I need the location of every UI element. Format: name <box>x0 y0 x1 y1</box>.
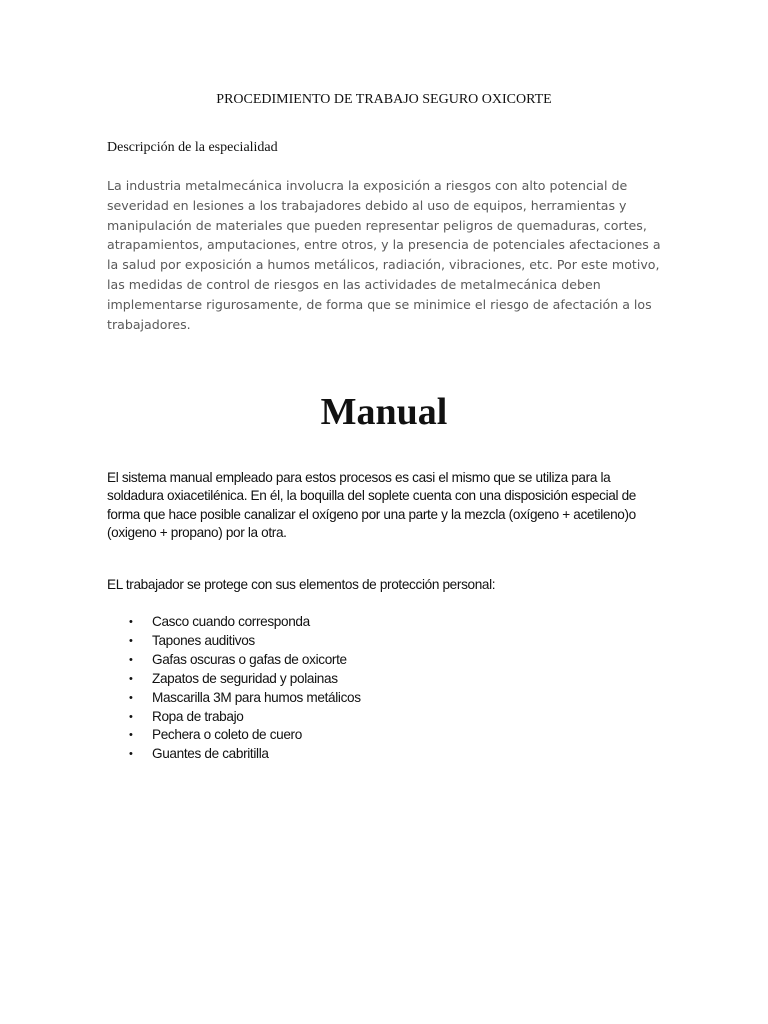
bullet-icon: • <box>129 616 133 628</box>
list-item-label: Mascarilla 3M para humos metálicos <box>152 689 361 705</box>
list-item-label: Tapones auditivos <box>152 632 255 648</box>
ppe-intro-text: EL trabajador se protege con sus elementos de protección personal: <box>107 577 496 592</box>
list-item-label: Pechera o coleto de cuero <box>152 727 302 743</box>
list-item-label: Casco cuando corresponda <box>152 614 310 629</box>
bullet-icon: • <box>129 672 133 685</box>
list-item-label: Guantes de cabritilla <box>152 746 269 762</box>
bullet-icon: • <box>129 710 133 723</box>
manual-paragraph: El sistema manual empleado para estos procesos es casi el mismo que se utiliza para la soldadura oxiacetilénica. En él, la boquilla del soplete cuenta con una disposición especial de forma que hace posible canalizar el oxígeno por una parte y la mezcla (oxígeno + acetileno)o (oxigeno + propano) por la otra. <box>107 470 636 540</box>
intro-paragraph: La industria metalmecánica involucra la exposición a riesgos con alto potencial de severidad en lesiones a los trabajadores debido al uso de equipos, herramientas y manipulación de materiales que pueden representar peligros de quemaduras, cortes, atrapamientos, amputaciones, entre otros, y la presencia de potenciales afectaciones a la salud por exposición a humos metálicos, radiación, vibraciones, etc. Por este motivo, las medidas de control de riesgos en las actividades de metalmecánica deben implementarse rigurosamente, de forma que se minimice el riesgo de afectación a los trabajadores. <box>107 178 661 332</box>
ppe-list <box>127 613 361 764</box>
list-item <box>127 689 361 708</box>
bullet-icon: • <box>129 634 133 647</box>
manual-heading: Manual <box>320 391 448 433</box>
bullet-icon: • <box>129 748 133 761</box>
bullet-icon: • <box>129 691 133 704</box>
list-item <box>127 613 361 632</box>
document-title: PROCEDIMIENTO DE TRABAJO SEGURO OXICORTE <box>216 92 552 107</box>
list-item <box>127 726 361 745</box>
list-item <box>127 670 361 689</box>
bullet-icon: • <box>129 729 133 742</box>
section-heading: Descripción de la especialidad <box>107 140 278 155</box>
list-item <box>127 651 361 670</box>
list-item-label: Gafas oscuras o gafas de oxicorte <box>152 651 347 667</box>
list-item <box>127 708 361 727</box>
bullet-icon: • <box>129 653 133 666</box>
list-item <box>127 745 361 764</box>
list-item <box>127 632 361 651</box>
list-item-label: Zapatos de seguridad y polainas <box>152 670 338 686</box>
list-item-label: Ropa de trabajo <box>152 708 244 724</box>
